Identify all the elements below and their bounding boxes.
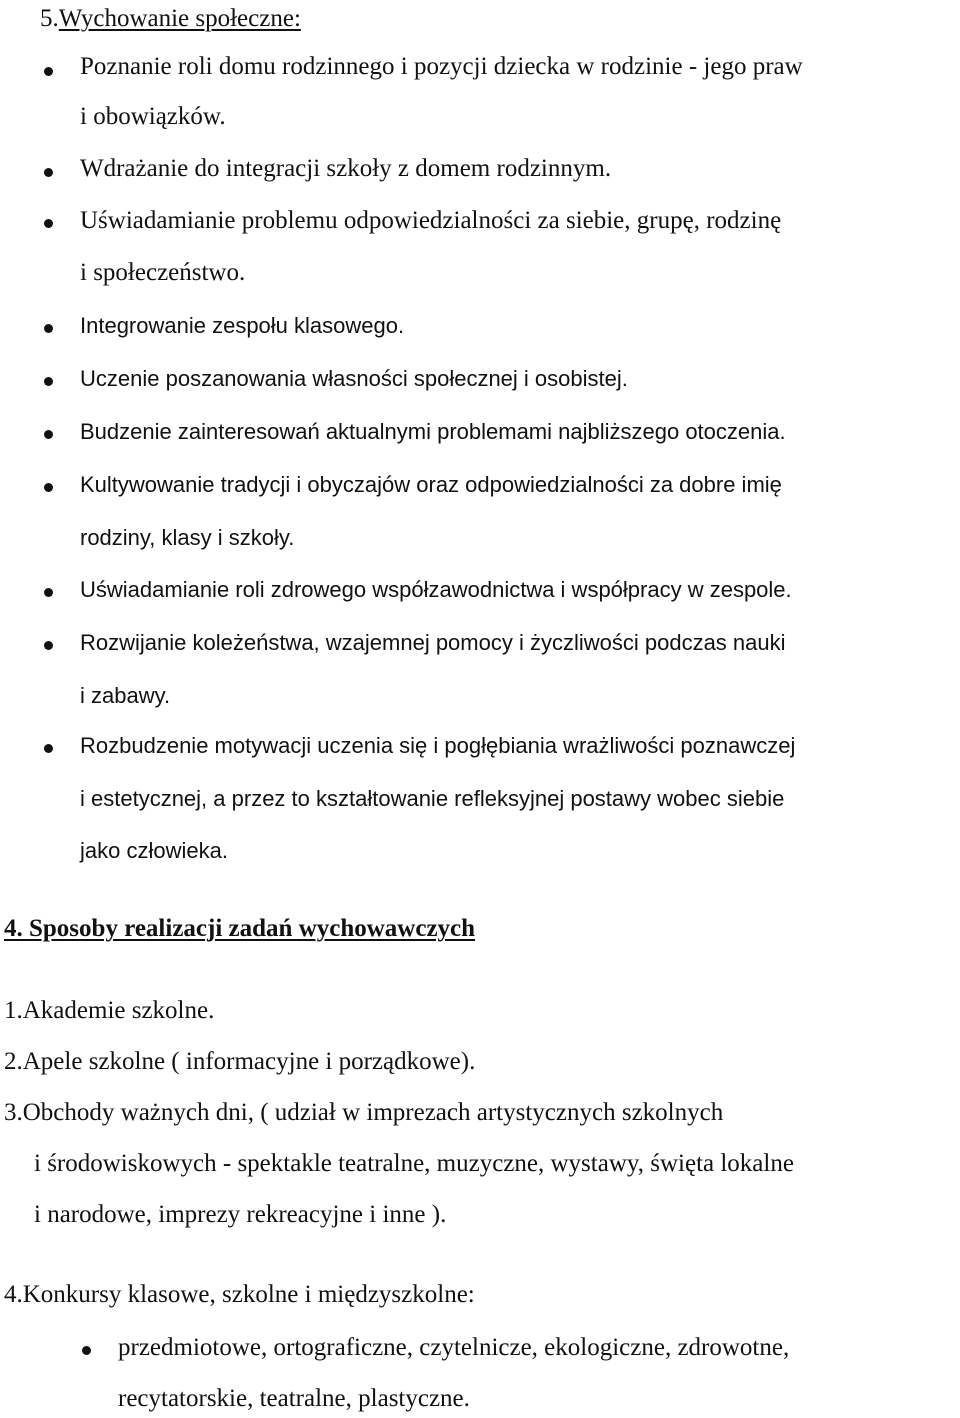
section-5-number: 5. xyxy=(40,5,59,32)
bullet-icon xyxy=(44,483,53,492)
bullet-icon xyxy=(44,641,53,650)
list-item-line: Poznanie roli domu rodzinnego i pozycji dziecka w rodzinie - jego praw xyxy=(80,53,803,80)
list-item-line: Budzenie zainteresowań aktualnymi problemami najbliższego otoczenia. xyxy=(80,419,786,444)
numbered-item-continuation: i środowiskowych - spektakle teatralne, muzyczne, wystawy, święta lokalne xyxy=(34,1150,794,1177)
bullet-icon xyxy=(44,430,53,439)
section-5-title: Wychowanie społeczne: xyxy=(58,5,301,32)
numbered-item-continuation: i narodowe, imprezy rekreacyjne i inne ). xyxy=(34,1201,447,1228)
list-item-line: i obowiązków. xyxy=(80,103,226,130)
list-item-line: Kultywowanie tradycji i obyczajów oraz odpowiedzialności za dobre imię xyxy=(80,472,782,497)
numbered-item: 3.Obchody ważnych dni, ( udział w imprezach artystycznych szkolnych xyxy=(4,1099,724,1126)
list-item-line: i zabawy. xyxy=(80,683,171,708)
list-item-line: Uświadamianie roli zdrowego współzawodnictwa i współpracy w zespole. xyxy=(80,577,792,602)
sub-list-item-line: recytatorskie, teatralne, plastyczne. xyxy=(118,1385,470,1412)
bullet-icon xyxy=(44,588,53,597)
numbered-item: 1.Akademie szkolne. xyxy=(4,997,215,1024)
bullet-icon xyxy=(44,219,53,228)
bullet-icon xyxy=(44,168,53,177)
list-item-line: jako człowieka. xyxy=(80,838,228,863)
bullet-icon xyxy=(44,377,53,386)
list-item-line: Rozwijanie koleżeństwa, wzajemnej pomocy i życzliwości podczas nauki xyxy=(80,630,786,655)
bullet-icon xyxy=(44,744,53,753)
numbered-item: 2.Apele szkolne ( informacyjne i porządkowe). xyxy=(4,1048,476,1075)
numbered-item: 4.Konkursy klasowe, szkolne i międzyszkolne: xyxy=(4,1281,475,1308)
list-item-line: Uświadamianie problemu odpowiedzialności za siebie, grupę, rodzinę xyxy=(80,207,782,234)
section-4-heading: 4. Sposoby realizacji zadań wychowawczych xyxy=(4,915,476,942)
bullet-icon xyxy=(44,67,53,76)
list-item-line: rodziny, klasy i szkoły. xyxy=(80,525,295,550)
bullet-icon xyxy=(44,324,53,333)
list-item-line: Rozbudzenie motywacji uczenia się i pogłębiania wrażliwości poznawczej xyxy=(80,733,796,758)
sub-list-item-line: przedmiotowe, ortograficzne, czytelnicze, ekologiczne, zdrowotne, xyxy=(118,1334,790,1361)
list-item-line: i społeczeństwo. xyxy=(80,259,246,286)
bullet-icon xyxy=(82,1346,91,1355)
section-5-heading xyxy=(40,4,301,34)
list-item-line: i estetycznej, a przez to kształtowanie refleksyjnej postawy wobec siebie xyxy=(80,786,785,811)
list-item-line: Wdrażanie do integracji szkoły z domem rodzinnym. xyxy=(80,155,612,182)
list-item-line: Integrowanie zespołu klasowego. xyxy=(80,313,405,338)
list-item-line: Uczenie poszanowania własności społecznej i osobistej. xyxy=(80,366,628,391)
